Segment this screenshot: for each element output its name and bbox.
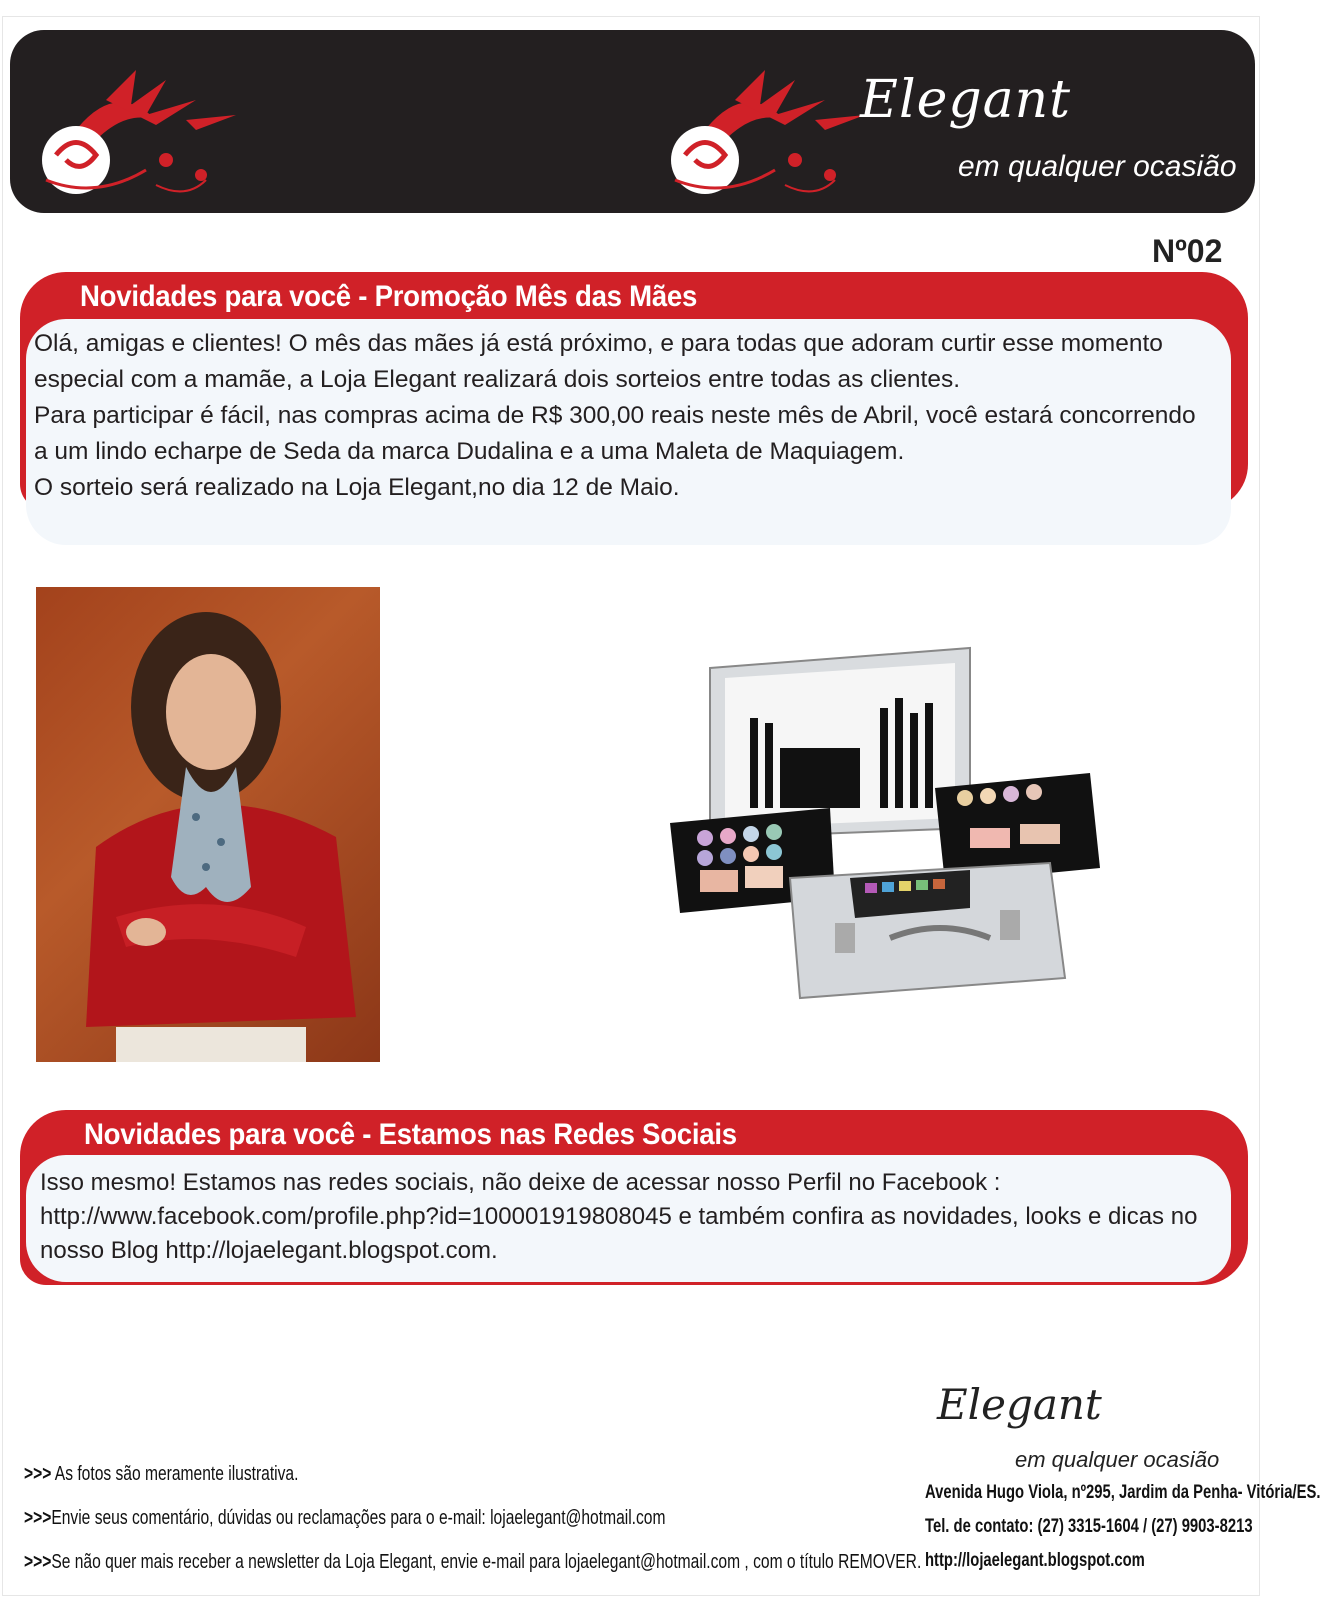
body-line: a um lindo echarpe de Seda da marca Dudalina e a uma Maleta de Maquiagem.	[34, 438, 905, 465]
footer-contact	[925, 1482, 1321, 1584]
body-line: O sorteio será realizado na Loja Elegant,no dia 12 de Maio.	[34, 474, 680, 501]
note-text: As fotos são meramente ilustrativa.	[51, 1463, 299, 1485]
body-line: Olá, amigas e clientes! O mês das mães já está próximo, e para todas que adoram curtir esse momento	[34, 330, 1163, 357]
footer-note	[24, 1551, 922, 1595]
arrow-marker: >>>	[24, 1463, 52, 1485]
footer-note	[24, 1507, 804, 1551]
header-brand-logo: Elegant	[860, 70, 1072, 130]
issue-number: Nº02	[1152, 233, 1223, 269]
footer-tagline: em qualquer ocasião	[1015, 1447, 1220, 1472]
arrow-marker: >>>	[24, 1551, 52, 1573]
section-body	[40, 1166, 1197, 1268]
footer-note	[24, 1463, 804, 1507]
contact-blog-link[interactable]: http://lojaelegant.blogspot.com	[925, 1550, 1145, 1571]
note-text: Envie seus comentário, dúvidas ou reclamações para o e-mail: lojaelegant@hotmail.com	[51, 1507, 666, 1529]
header-banner	[10, 30, 1255, 213]
body-line: Isso mesmo! Estamos nas redes sociais, não deixe de acessar nosso Perfil no Facebook :	[40, 1169, 1001, 1196]
contact-phone: Tel. de contato: (27) 3315-1604 / (27) 9903-8213	[925, 1516, 1253, 1537]
body-line: especial com a mamãe, a Loja Elegant realizará dois sorteios entre todas as clientes.	[34, 366, 961, 393]
section-title: Novidades para você - Estamos nas Redes Sociais	[84, 1118, 737, 1151]
section-title: Novidades para você - Promoção Mês das Mães	[80, 280, 698, 313]
note-text: Se não quer mais receber a newsletter da Loja Elegant, envie e-mail para lojaelegant@hotmail.com , com o título REMOVER.	[51, 1551, 922, 1573]
contact-address: Avenida Hugo Viola, nº295, Jardim da Penha- Vitória/ES.	[925, 1482, 1321, 1503]
body-line-facebook-link[interactable]: http://www.facebook.com/profile.php?id=100001919808045 e também confira as novidades, looks e dicas no	[40, 1203, 1198, 1230]
section-mothers-day-promo	[20, 272, 1248, 547]
header-tagline: em qualquer ocasião	[958, 150, 1237, 183]
flower-ornament-left	[36, 60, 236, 210]
section-social-networks	[20, 1110, 1248, 1290]
footer-brand-logo: Elegant	[937, 1380, 1102, 1429]
section-body	[34, 326, 1196, 506]
footer-notes	[24, 1463, 922, 1595]
body-line: Para participar é fácil, nas compras acima de R$ 300,00 reais neste mês de Abril, você estará concorrendo	[34, 402, 1196, 429]
body-line-blog-link[interactable]: nosso Blog http://lojaelegant.blogspot.com.	[40, 1237, 498, 1264]
makeup-case-photo	[670, 638, 1120, 1018]
flower-ornament-right	[665, 60, 865, 210]
arrow-marker: >>>	[24, 1507, 52, 1529]
model-scarf-photo	[36, 587, 380, 1062]
